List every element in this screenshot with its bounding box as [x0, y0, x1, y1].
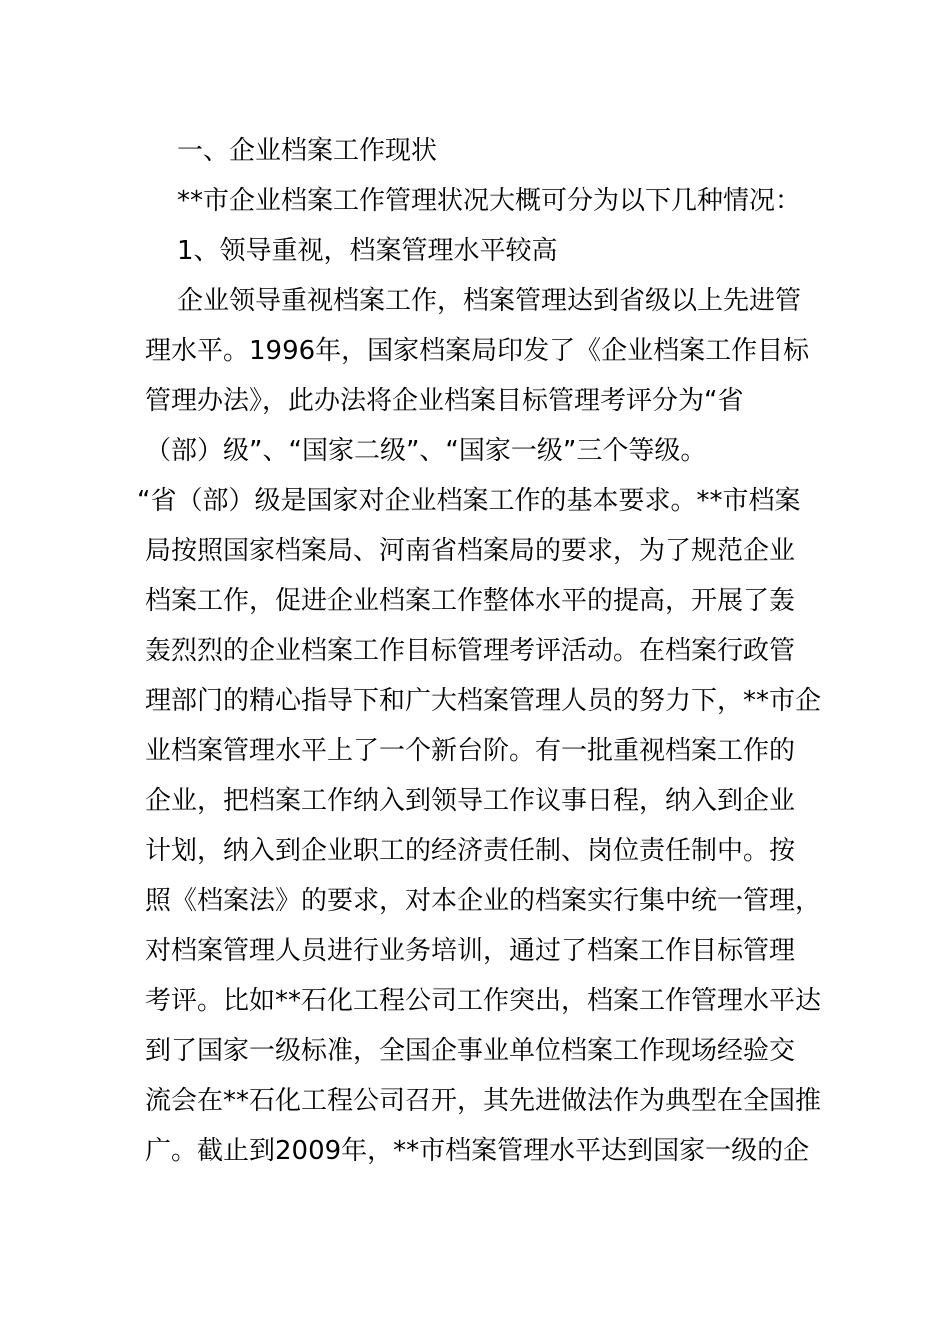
paragraph-line: 广。截止到2009年，**市档案管理水平达到国家一级的企: [145, 1136, 810, 1166]
paragraph-line: 局按照国家档案局、河南省档案局的要求，为了规范企业: [145, 536, 796, 566]
paragraph-line: 理水平。1996年，国家档案局印发了《企业档案工作目标: [145, 336, 810, 366]
section-heading: 一、企业档案工作现状: [177, 136, 438, 166]
subsection-heading: 1、领导重视，档案管理水平较高: [177, 236, 558, 266]
paragraph-line: 企业，把档案工作纳入到领导工作议事日程，纳入到企业: [145, 786, 796, 816]
paragraph-line: 流会在**石化工程公司召开，其先进做法作为典型在全国推: [145, 1086, 822, 1116]
paragraph-line: “省（部）级是国家对企业档案工作的基本要求。**市档案: [137, 486, 801, 516]
intro-paragraph: **市企业档案工作管理状况大概可分为以下几种情况：: [177, 186, 802, 216]
paragraph-line: 到了国家一级标准，全国企事业单位档案工作现场经验交: [145, 1036, 796, 1066]
paragraph-line: 计划，纳入到企业职工的经济责任制、岗位责任制中。按: [145, 836, 796, 866]
paragraph-line: 照《档案法》的要求，对本企业的档案实行集中统一管理，: [145, 886, 822, 916]
paragraph-line: 企业领导重视档案工作，档案管理达到省级以上先进管: [177, 286, 802, 316]
paragraph-line: 考评。比如**石化工程公司工作突出，档案工作管理水平达: [145, 986, 822, 1016]
document-body: [137, 126, 822, 1176]
paragraph-line: 档案工作，促进企业档案工作整体水平的提高，开展了轰: [145, 586, 796, 616]
paragraph-line: 理部门的精心指导下和广大档案管理人员的努力下，**市企: [145, 686, 822, 716]
paragraph-line: 对档案管理人员进行业务培训，通过了档案工作目标管理: [145, 936, 796, 966]
paragraph-line: 管理办法》，此办法将企业档案目标管理考评分为“省: [145, 386, 744, 416]
paragraph-line: 业档案管理水平上了一个新台阶。有一批重视档案工作的: [145, 736, 796, 766]
paragraph-line: 轰烈烈的企业档案工作目标管理考评活动。在档案行政管: [145, 636, 796, 666]
paragraph-line: （部）级”、“国家二级”、“国家一级”三个等级。: [145, 436, 707, 466]
